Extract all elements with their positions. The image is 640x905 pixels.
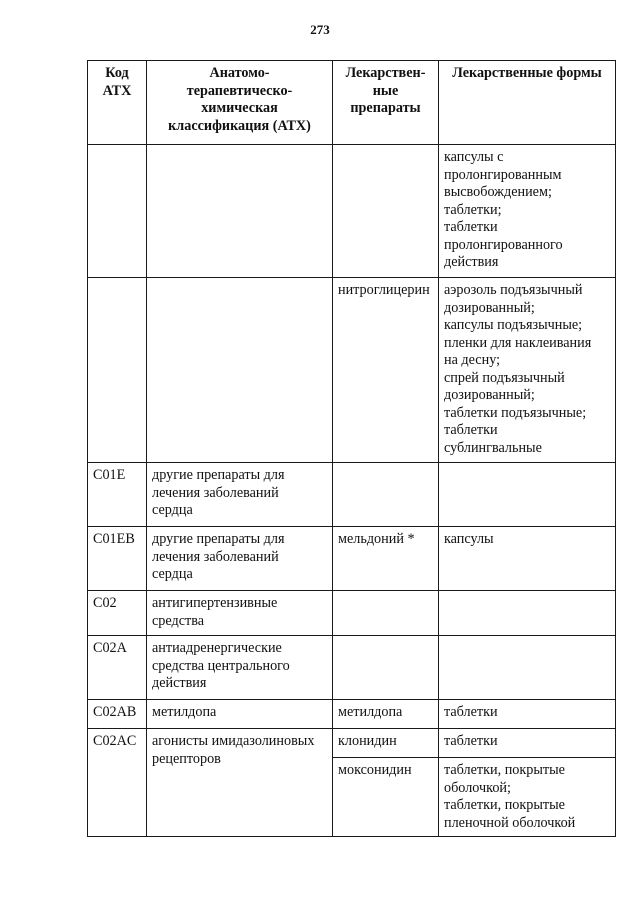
header-forms: Лекарственные формы [439,61,616,145]
cell-forms: таблетки [439,729,616,758]
cell-classification: другие препараты для лечения заболеваний сердца [147,463,333,527]
cell-drug: мельдоний * [333,527,439,591]
cell-drug: моксонидин [333,758,439,837]
cell-forms: аэрозоль подъязычный дозированный; капсулы подъязычные; пленки для наклеивания на десну; спрей подъязычный дозированный; таблетки подъязычные; таблетки сублингвальные [439,278,616,463]
cell-code: C01EB [88,527,147,591]
cell-classification: антигипертензивные средства [147,591,333,636]
cell-forms [439,463,616,527]
cell-code: C01E [88,463,147,527]
page-number: 273 [310,22,330,37]
cell-drug [333,463,439,527]
cell-forms: таблетки [439,700,616,729]
cell-drug [333,591,439,636]
cell-forms [439,591,616,636]
header-code: Код АТХ [88,61,147,145]
cell-code: C02AB [88,700,147,729]
cell-code: C02 [88,591,147,636]
atx-table [87,60,616,837]
table-row [88,636,616,700]
cell-code [88,278,147,463]
cell-classification: антиадренергические средства центрального действия [147,636,333,700]
cell-forms: капсулы [439,527,616,591]
cell-classification: другие препараты для лечения заболеваний сердца [147,527,333,591]
cell-forms: таблетки, покрытые оболочкой; таблетки, покрытые пленочной оболочкой [439,758,616,837]
table-row [88,729,616,758]
table-header-row [88,61,616,145]
table-row [88,278,616,463]
cell-code: C02AC [88,729,147,837]
cell-drug [333,636,439,700]
cell-forms [439,636,616,700]
cell-forms: капсулы с пролонгированным высвобождением; таблетки; таблетки пролонгированного действия [439,145,616,278]
header-drugs: Лекарствен- ные препараты [333,61,439,145]
cell-classification [147,145,333,278]
cell-drug: клонидин [333,729,439,758]
cell-code: C02A [88,636,147,700]
table-row [88,591,616,636]
cell-drug: метилдопа [333,700,439,729]
cell-drug [333,145,439,278]
table-row [88,145,616,278]
header-classification: Анатомо- терапевтическо- химическая классификация (АТХ) [147,61,333,145]
cell-classification [147,278,333,463]
cell-classification: метилдопа [147,700,333,729]
cell-code [88,145,147,278]
table-row [88,463,616,527]
table-row [88,700,616,729]
table-row [88,527,616,591]
cell-classification: агонисты имидазолиновых рецепторов [147,729,333,837]
cell-drug: нитроглицерин [333,278,439,463]
